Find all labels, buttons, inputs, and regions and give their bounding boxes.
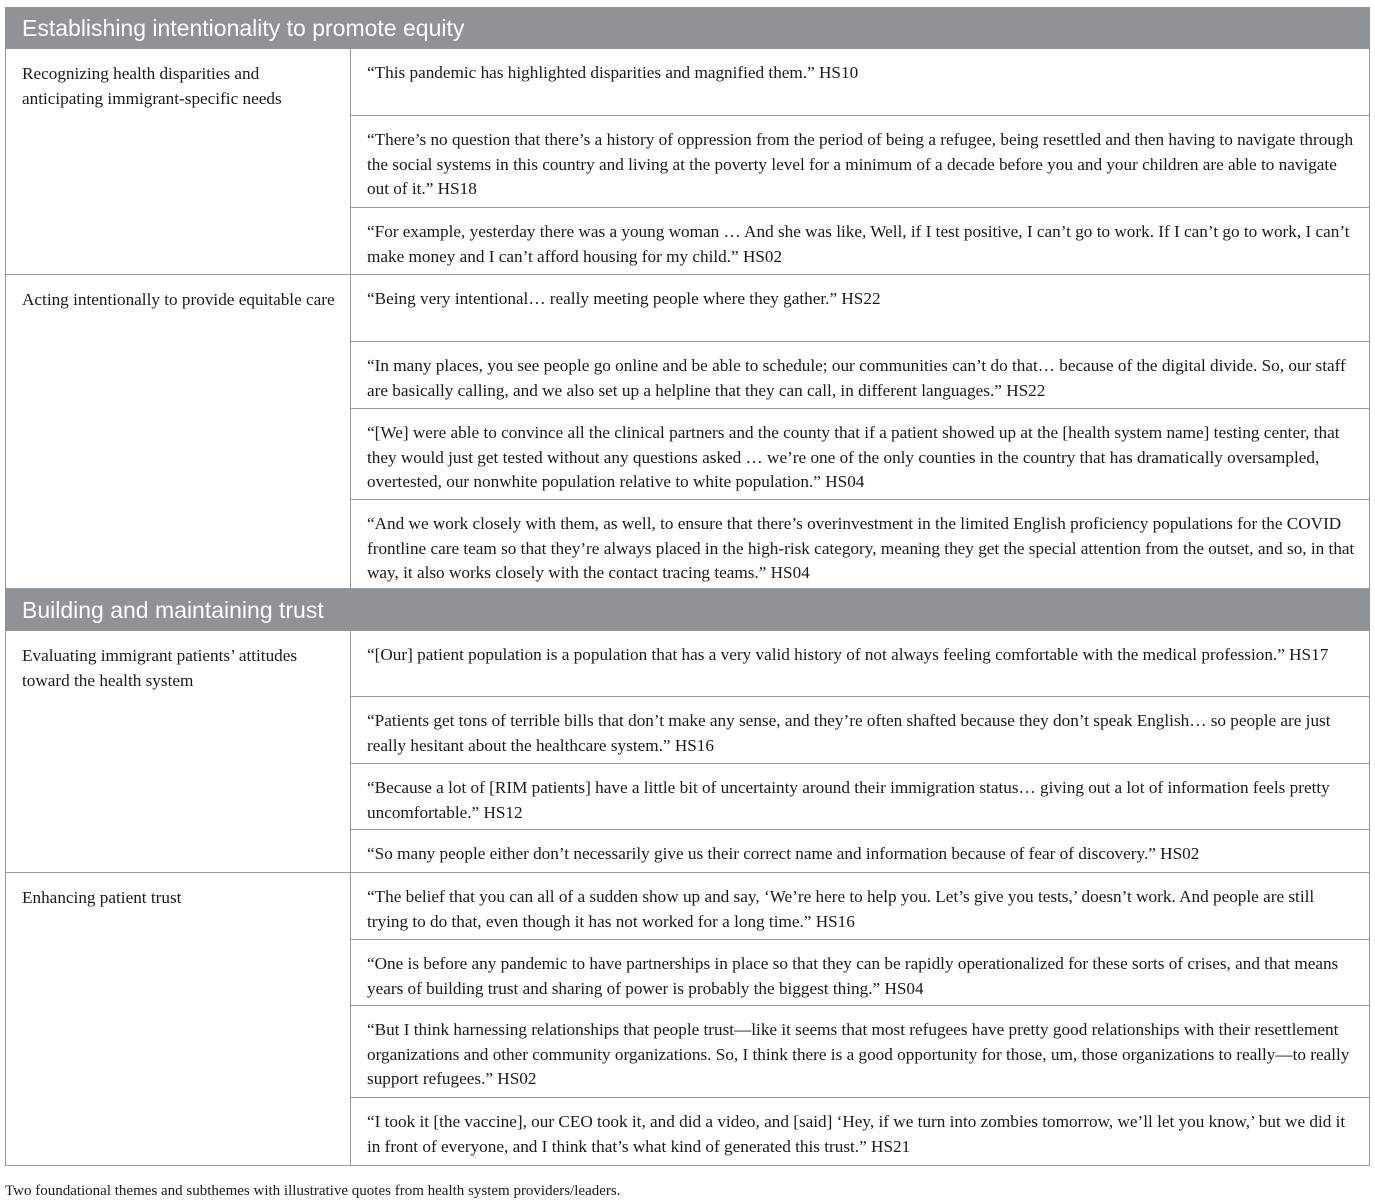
quote-cell: “In many places, you see people go online and be able to schedule; our communities can’t do that… because of the digital divide. So, our staff are basically calling, and we also set up a helpline that they can call, in different languages.” HS22: [351, 342, 1369, 409]
quote-cell: “[Our] patient population is a population that has a very valid history of not always feeling comfortable with the medical profession.” HS17: [351, 631, 1369, 697]
themes-table: [5, 7, 1370, 1166]
quote-cell: “So many people either don’t necessarily give us their correct name and information because of fear of discovery.” HS02: [367, 844, 1200, 863]
subtheme-row: [5, 631, 1370, 873]
quote-cell: “[We] were able to convince all the clinical partners and the county that if a patient showed up at the [health system name] testing center, that they would just get tested without any questions asked … we’re one of the only counties in the country that has dramatically oversampled, overtested, our nonwhite population relative to white population.” HS04: [351, 409, 1369, 500]
quote-cell: “But I think harnessing relationships that people trust—like it seems that most refugees have pretty good relationships with their resettlement organizations and other community organizations. So, I think there is a good opportunity for those, um, those organizations to really—to really support refugees.” HS02: [351, 1006, 1369, 1098]
subtheme-label: Recognizing health disparities and anticipating immigrant-specific needs: [6, 49, 351, 274]
subtheme-row: [5, 49, 1370, 275]
quote-cell: “One is before any pandemic to have partnerships in place so that they can be rapidly operationalized for these sorts of crises, and that means years of building trust and sharing of power is probably the biggest thing.” HS04: [351, 940, 1369, 1006]
quote-cell: “I took it [the vaccine], our CEO took it, and did a video, and [said] ‘Hey, if we turn into zombies tomorrow, we’ll let you know,’ but we did it in front of everyone, and I think that’s what kind of generated this trust.” HS21: [367, 1112, 1346, 1156]
quote-cell: “For example, yesterday there was a young woman … And she was like, Well, if I test positive, I can’t go to work. If I can’t go to work, I can’t make money and I can’t afford housing for my child.” HS02: [367, 222, 1350, 266]
quote-list: [351, 49, 1369, 274]
subtheme-label: Enhancing patient trust: [6, 873, 351, 1165]
quote-cell: “The belief that you can all of a sudden show up and say, ‘We’re here to help you. Let’s give you tests,’ doesn’t work. And people are still trying to do that, even though it has not worked for a long time.” HS16: [351, 873, 1369, 940]
quote-cell: “Because a lot of [RIM patients] have a little bit of uncertainty around their immigration status… giving out a lot of information feels pretty uncomfortable.” HS12: [351, 764, 1369, 830]
subtheme-row: [5, 873, 1370, 1166]
subtheme-row: [5, 275, 1370, 589]
quote-cell: “There’s no question that there’s a history of oppression from the period of being a refugee, being resettled and then having to navigate through the social systems in this country and living at the poverty level for a minimum of a decade before you and your children are able to navigate out of it.” HS18: [351, 116, 1369, 208]
quote-cell: “Being very intentional… really meeting people where they gather.” HS22: [351, 275, 1369, 342]
quote-cell: “And we work closely with them, as well, to ensure that there’s overinvestment in the limited English proficiency populations for the COVID frontline care team so that they’re always placed in the high-risk category, meaning they get the special attention from the outset, and so, in that way, it also works closely with the contact tracing teams.” HS04: [367, 514, 1355, 583]
theme-header: Establishing intentionality to promote equity: [5, 7, 1370, 49]
quote-cell: “This pandemic has highlighted disparities and magnified them.” HS10: [351, 49, 1369, 116]
table-caption: Two foundational themes and subthemes with illustrative quotes from health system providers/leaders.: [5, 1183, 621, 1199]
theme-header: Building and maintaining trust: [5, 589, 1370, 631]
subtheme-label: Evaluating immigrant patients’ attitudes toward the health system: [6, 631, 351, 872]
quote-list: [351, 631, 1369, 872]
quote-list: [351, 275, 1369, 588]
subtheme-label: Acting intentionally to provide equitable care: [6, 275, 351, 588]
quote-cell: “Patients get tons of terrible bills that don’t make any sense, and they’re often shafted because they don’t speak English… so people are just really hesitant about the healthcare system.” HS16: [351, 697, 1369, 764]
quote-list: [351, 873, 1369, 1165]
